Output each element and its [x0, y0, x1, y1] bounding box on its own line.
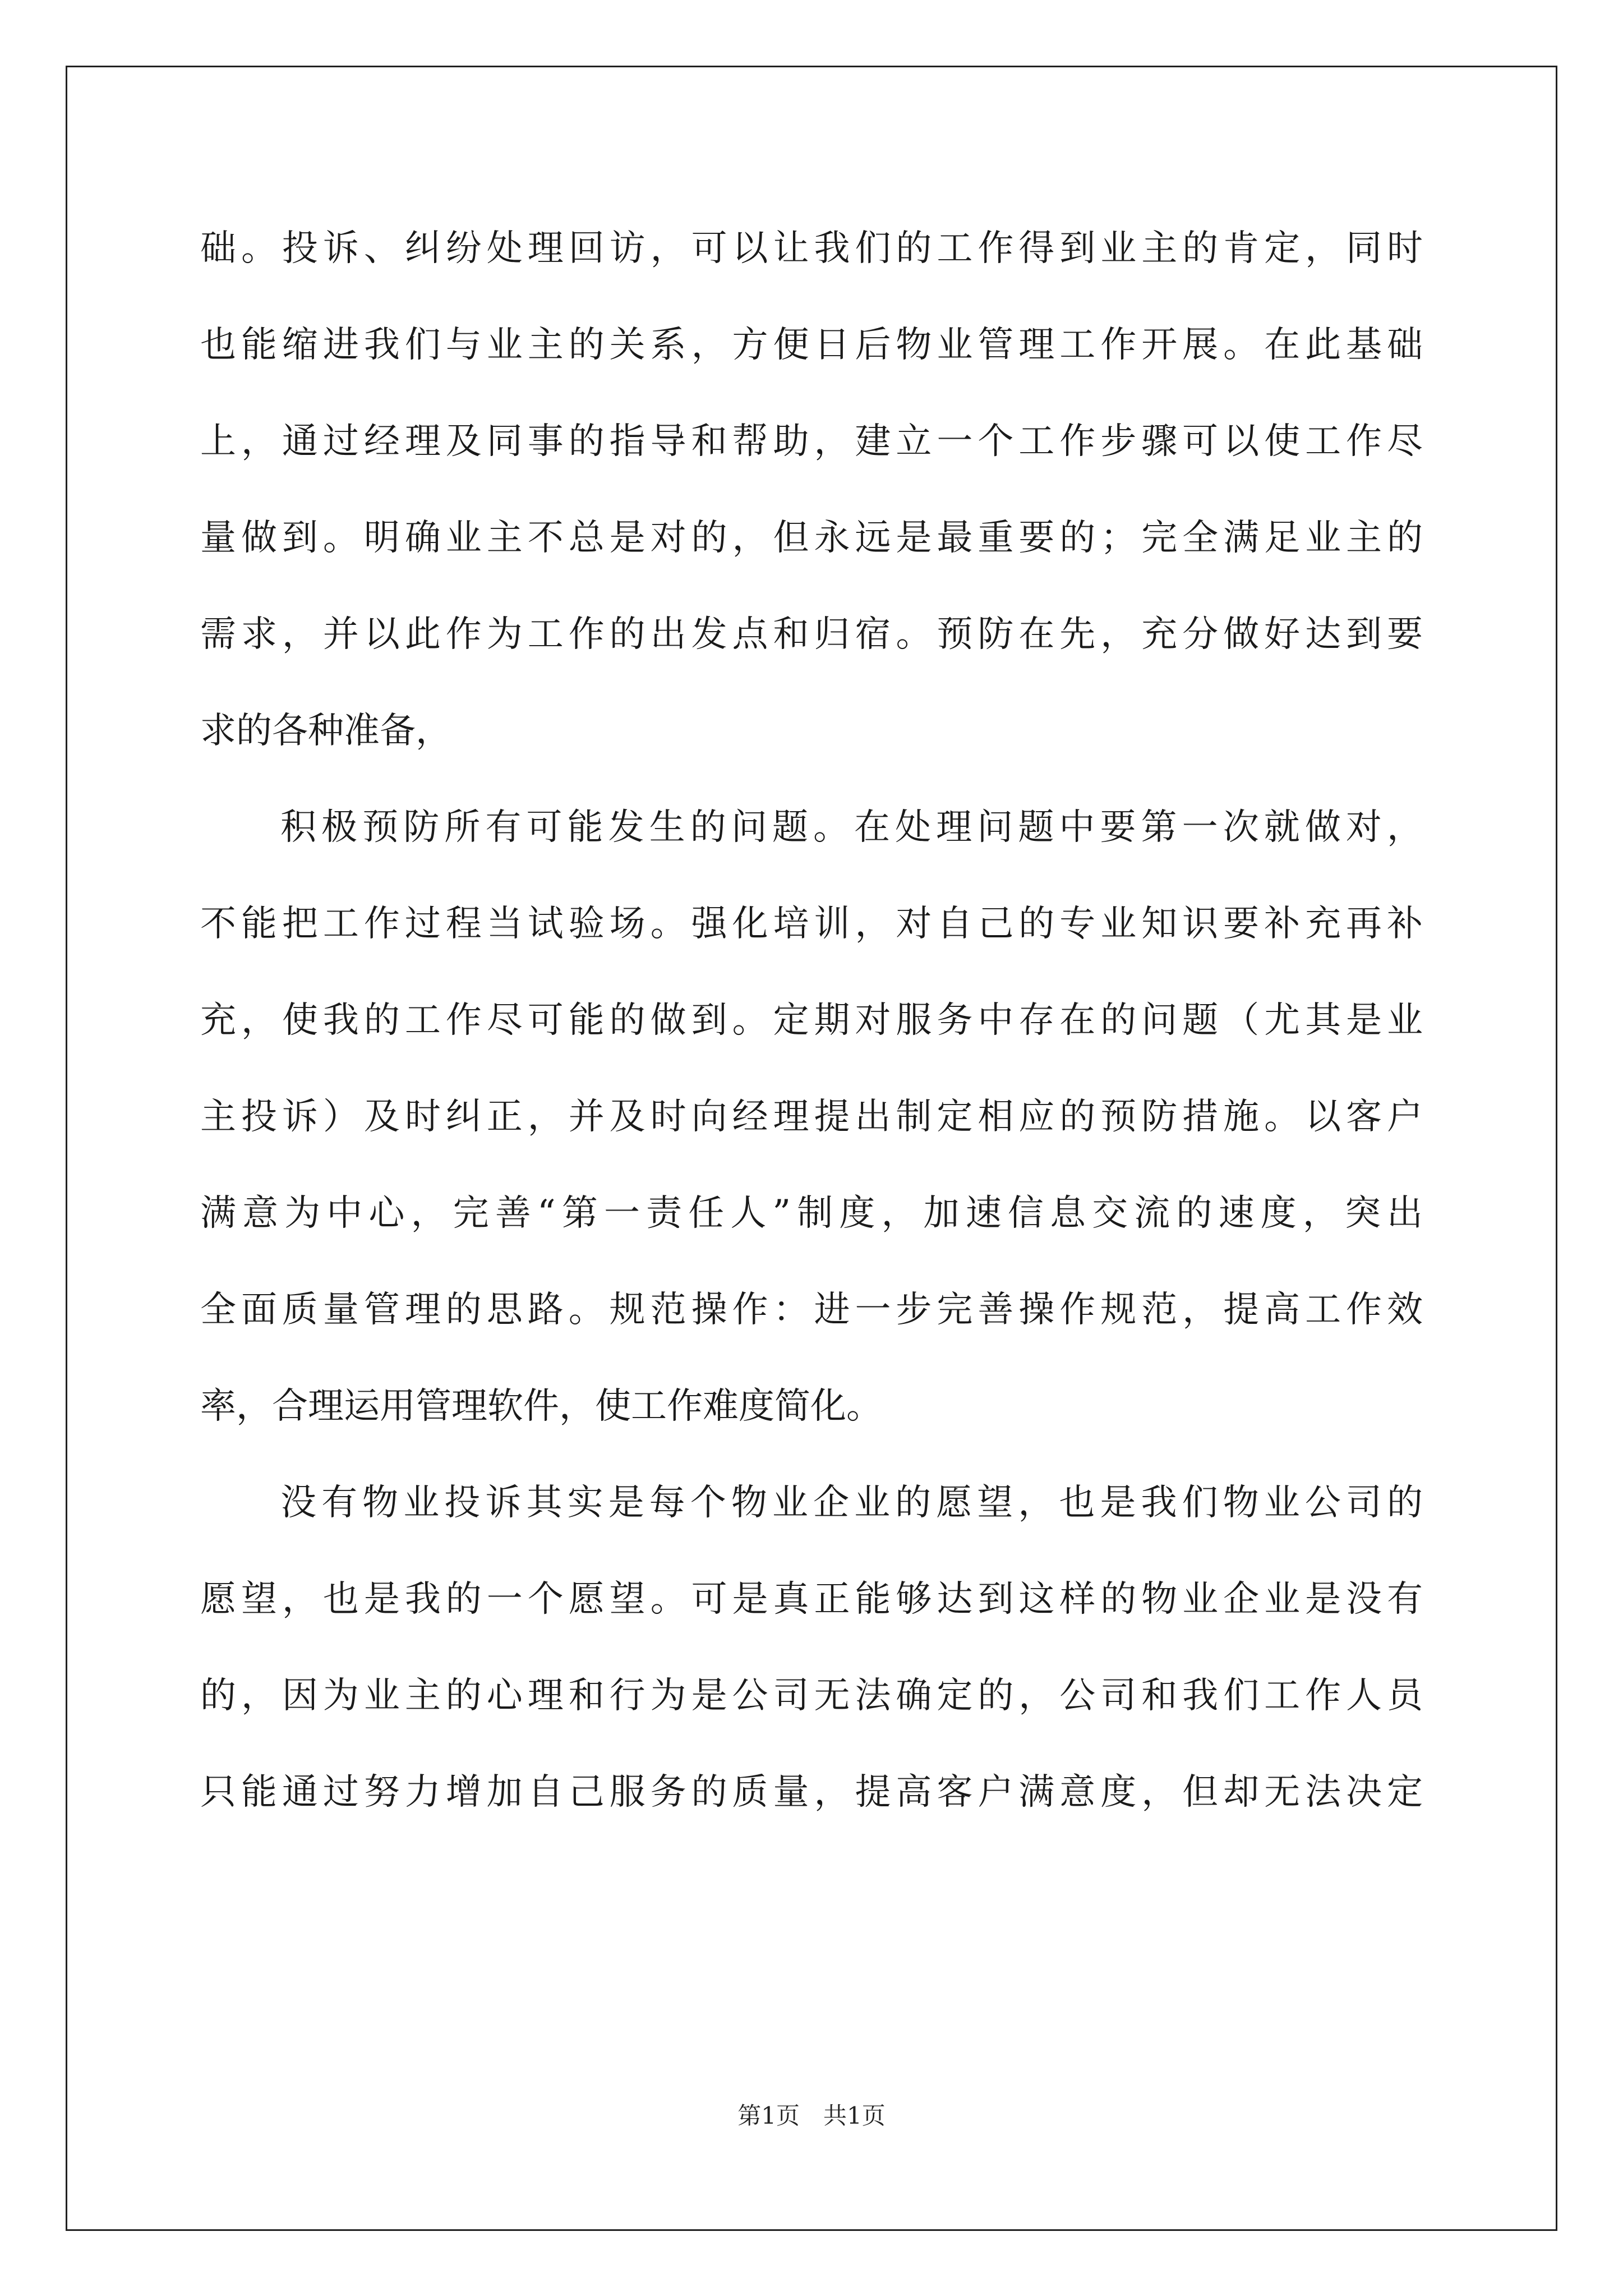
page-border: [66, 66, 1557, 2231]
page-number-footer: 第1页 共1页: [737, 2102, 886, 2129]
text-line: 充，使我的工作尽可能的做到。定期对服务中存在的问题（尤其是业: [200, 1000, 1423, 1041]
text-line: 也能缩进我们与业主的关系，方便日后物业管理工作开展。在此基础: [200, 324, 1423, 366]
text-line: 全面质量管理的思路。规范操作：进一步完善操作规范，提高工作效: [200, 1289, 1423, 1331]
text-line: 主投诉）及时纠正，并及时向经理提出制定相应的预防措施。以客户: [200, 1096, 1423, 1138]
text-line: 求的各种准备，: [200, 710, 451, 752]
text-line: 需求，并以此作为工作的出发点和归宿。预防在先，充分做好达到要: [200, 614, 1423, 655]
text-line: 上，通过经理及同事的指导和帮助，建立一个工作步骤可以使工作尽: [200, 421, 1423, 462]
text-line: 不能把工作过程当试验场。强化培训，对自己的专业知识要补充再补: [200, 903, 1423, 945]
text-line: 愿望，也是我的一个愿望。可是真正能够达到这样的物业企业是没有: [200, 1579, 1423, 1620]
paragraph-first-line: 积极预防所有可能发生的问题。在处理问题中要第一次就做对，: [280, 807, 1423, 848]
text-line: 满意为中心，完善“第一责任人”制度，加速信息交流的速度，突出: [200, 1193, 1423, 1234]
text-line: 础。投诉、纠纷处理回访，可以让我们的工作得到业主的肯定，同时: [200, 228, 1423, 269]
text-line: 率，合理运用管理软件，使工作难度简化。: [200, 1386, 882, 1427]
text-line: 只能通过努力增加自己服务的质量，提高客户满意度，但却无法决定: [200, 1772, 1423, 1813]
text-line: 的，因为业主的心理和行为是公司无法确定的，公司和我们工作人员: [200, 1675, 1423, 1717]
text-line: 量做到。明确业主不总是对的，但永远是最重要的；完全满足业主的: [200, 517, 1423, 559]
paragraph-first-line: 没有物业投诉其实是每个物业企业的愿望，也是我们物业公司的: [280, 1482, 1423, 1524]
